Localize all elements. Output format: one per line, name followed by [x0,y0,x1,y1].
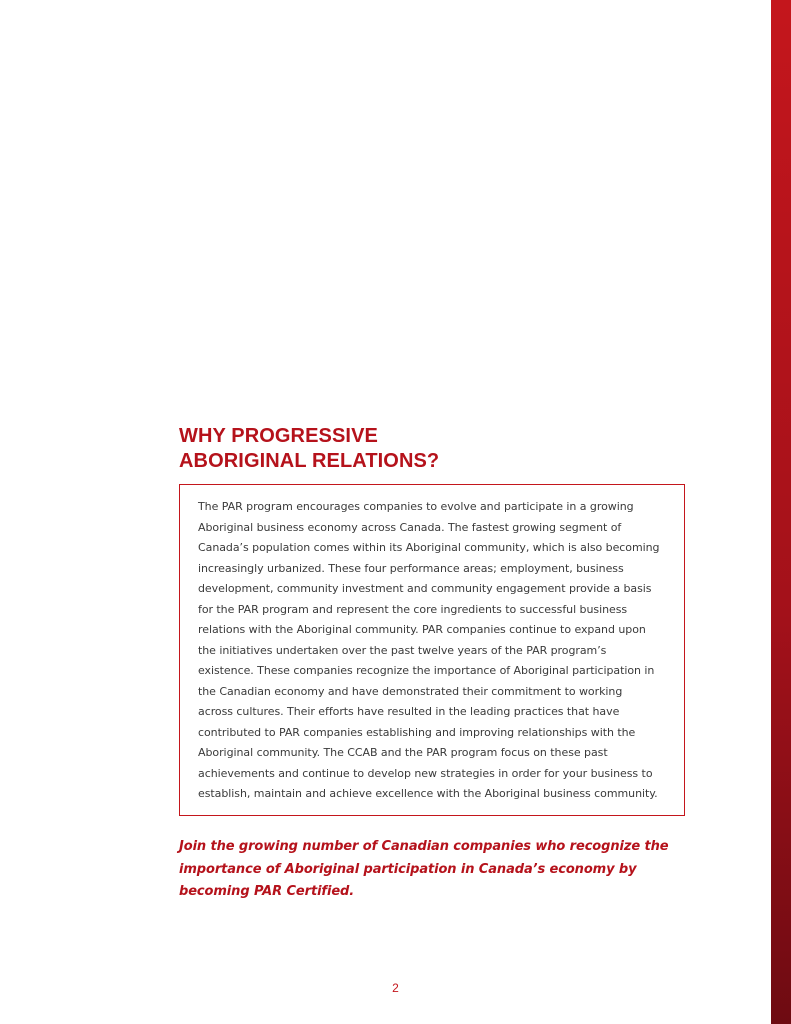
side-accent-bar [771,0,791,1024]
body-text-box [179,484,685,816]
section-title-line-1: WHY PROGRESSIVE [179,425,378,447]
page-number: 2 [392,981,399,995]
section-title [179,424,599,474]
callout-text: Join the growing number of Canadian companies who recognize the importance of Aboriginal participation in Canada’s economy by becoming PAR Certified. [179,839,669,899]
section-title-line-2: ABORIGINAL RELATIONS? [179,450,440,472]
body-paragraph: The PAR program encourages companies to evolve and participate in a growing Aboriginal business economy across Canada. The fastest growing segment of Canada’s population comes within its Aboriginal community, which is also becoming increasingly urbanized. These four performance areas; employment, business development, community investment and community engagement provide a basis for the PAR program and represent the core ingredients to successful business relations with the Aboriginal community. PAR companies continue to expand upon the initiatives undertaken over the past twelve years of the PAR program’s existence. These companies recognize the importance of Aboriginal participation in the Canadian economy and have demonstrated their commitment to working across cultures. Their efforts have resulted in the leading practices that have contributed to PAR companies establishing and improving relationships with the Aboriginal community. The CCAB and the PAR program focus on these past achievements and continue to develop new strategies in order for your business to establish, maintain and achieve excellence with the Aboriginal business community. [198,500,660,800]
